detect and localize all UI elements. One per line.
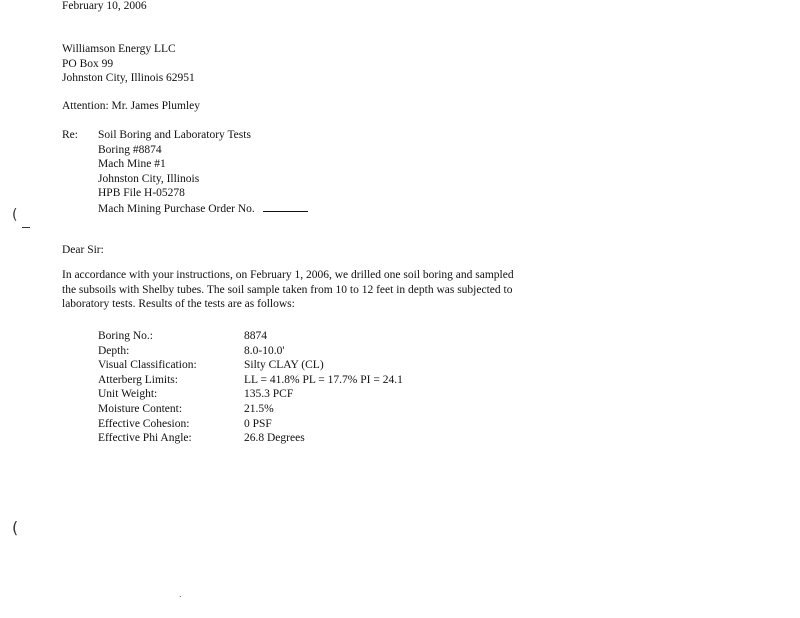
re-purchase-order: [98, 201, 308, 216]
result-label: Depth:: [98, 344, 130, 357]
result-value: 26.8 Degrees: [244, 432, 305, 445]
po-number-blank: [263, 201, 308, 212]
body-paragraph: [62, 268, 542, 312]
result-label: Moisture Content:: [98, 402, 183, 415]
re-purchase-order-label: Mach Mining Purchase Order No.: [98, 202, 255, 215]
result-value: 135.3 PCF: [244, 388, 294, 401]
re-block: [98, 128, 308, 216]
result-value: LL = 41.8% PL = 17.7% PI = 24.1: [244, 373, 403, 386]
recipient-address: [62, 42, 195, 86]
scan-mark: (: [12, 207, 18, 223]
result-label: Unit Weight:: [98, 388, 158, 401]
re-label: Re:: [62, 129, 78, 141]
result-label: Effective Phi Angle:: [98, 432, 192, 445]
salutation: Dear Sir:: [62, 244, 104, 256]
result-label: Visual Classification:: [98, 359, 197, 372]
result-label: Effective Cohesion:: [98, 417, 190, 430]
scan-mark: (: [12, 518, 19, 537]
attention-line: Attention: Mr. James Plumley: [62, 100, 200, 112]
paragraph-line: laboratory tests. Results of the tests are as follows:: [62, 298, 295, 311]
scan-mark: [22, 226, 30, 228]
re-subject: Soil Boring and Laboratory Tests: [98, 129, 251, 141]
paragraph-line: In accordance with your instructions, on February 1, 2006, we drilled one soil boring and sampled: [62, 269, 514, 281]
recipient-company: Williamson Energy LLC: [62, 43, 176, 55]
result-label: Atterberg Limits:: [98, 373, 178, 386]
re-mine: Mach Mine #1: [98, 158, 166, 171]
re-location: Johnston City, Illinois: [98, 172, 200, 185]
result-value: 0 PSF: [244, 417, 272, 430]
result-value: Silty CLAY (CL): [244, 359, 324, 372]
scan-mark: .: [179, 590, 182, 599]
recipient-city-state-zip: Johnston City, Illinois 62951: [62, 72, 195, 85]
result-label: Boring No.:: [98, 330, 153, 342]
result-value: 21.5%: [244, 402, 274, 415]
re-boring: Boring #8874: [98, 143, 162, 156]
result-value: 8874: [244, 330, 267, 342]
letter-date: February 10, 2006: [62, 0, 147, 12]
re-file: HPB File H-05278: [98, 187, 185, 200]
result-value: 8.0-10.0': [244, 344, 285, 357]
paragraph-line: the subsoils with Shelby tubes. The soil sample taken from 10 to 12 feet in depth was subjected to: [62, 283, 513, 296]
recipient-po-box: PO Box 99: [62, 57, 114, 70]
